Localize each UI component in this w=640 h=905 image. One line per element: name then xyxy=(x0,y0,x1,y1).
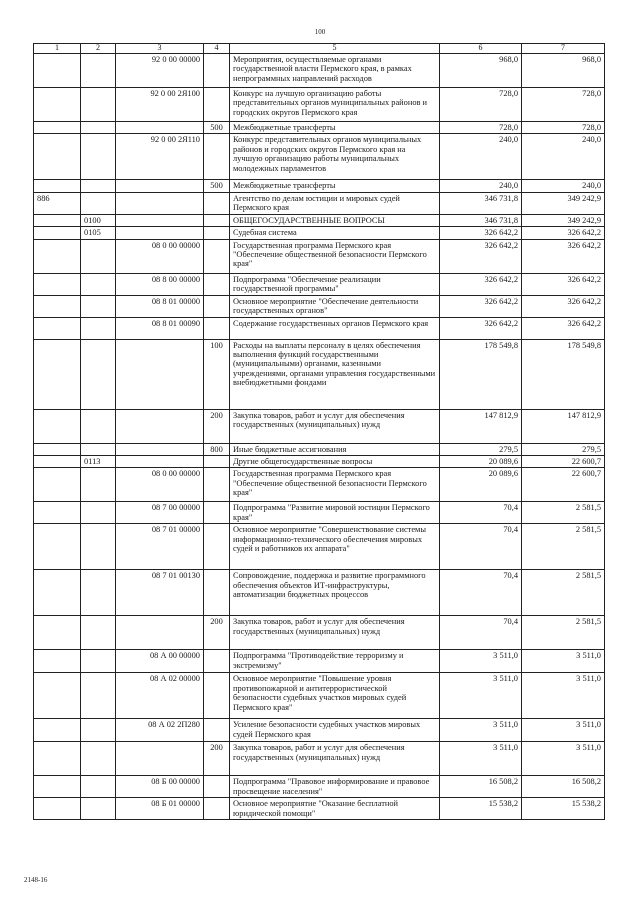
section-code-cell xyxy=(81,273,116,295)
admin-code-cell xyxy=(34,524,81,570)
admin-code-cell xyxy=(34,742,81,776)
admin-code-cell xyxy=(34,443,81,455)
admin-code-cell xyxy=(34,239,81,273)
expense-type-cell xyxy=(204,214,230,226)
expense-type-cell xyxy=(204,227,230,239)
section-code-cell xyxy=(81,239,116,273)
amount-2018-cell: 147 812,9 xyxy=(522,409,605,443)
column-number: 5 xyxy=(230,44,440,54)
expense-type-cell xyxy=(204,317,230,339)
expense-type-cell xyxy=(204,570,230,616)
amount-2018-cell: 3 511,0 xyxy=(522,650,605,673)
target-article-cell: 08 7 01 00000 xyxy=(116,524,204,570)
amount-2018-cell: 2 581,5 xyxy=(522,570,605,616)
expense-type-cell: 800 xyxy=(204,443,230,455)
column-number: 4 xyxy=(204,44,230,54)
target-article-cell xyxy=(116,455,204,467)
target-article-cell: 92 0 00 00000 xyxy=(116,53,204,87)
admin-code-cell xyxy=(34,134,81,180)
admin-code-cell xyxy=(34,776,81,798)
amount-2018-cell: 349 242,9 xyxy=(522,214,605,226)
description-cell: Конкурс представительных органов муниципальных районов и городских округов Пермского края на лучшую организацию работы муниципальных молодежных парламентов xyxy=(230,134,440,180)
expense-type-cell xyxy=(204,239,230,273)
section-code-cell xyxy=(81,468,116,502)
amount-2018-cell: 178 549,8 xyxy=(522,339,605,409)
description-cell: Закупка товаров, работ и услуг для обеспечения государственных (муниципальных) нужд xyxy=(230,616,440,650)
column-number: 3 xyxy=(116,44,204,54)
amount-2018-cell: 15 538,2 xyxy=(522,798,605,820)
section-code-cell xyxy=(81,616,116,650)
admin-code-cell xyxy=(34,455,81,467)
amount-2017-cell: 147 812,9 xyxy=(440,409,522,443)
section-code-cell: 0113 xyxy=(81,455,116,467)
target-article-cell: 08 0 00 00000 xyxy=(116,239,204,273)
target-article-cell xyxy=(116,192,204,214)
table-row xyxy=(34,776,605,798)
description-cell: Мероприятия, осуществляемые органами государственной власти Пермского края, в рамках непрограммных направлений расходов xyxy=(230,53,440,87)
amount-2018-cell: 326 642,2 xyxy=(522,317,605,339)
amount-2017-cell: 279,5 xyxy=(440,443,522,455)
description-cell: Межбюджетные трансферты xyxy=(230,180,440,192)
section-code-cell xyxy=(81,53,116,87)
table-row xyxy=(34,295,605,317)
description-cell: Основное мероприятие "Совершенствование системы информационно-технического обеспечения мировых судей и работников их аппарата" xyxy=(230,524,440,570)
admin-code-cell xyxy=(34,339,81,409)
expense-type-cell xyxy=(204,455,230,467)
table-row xyxy=(34,239,605,273)
target-article-cell xyxy=(116,227,204,239)
amount-2017-cell: 326 642,2 xyxy=(440,227,522,239)
description-cell: Усиление безопасности судебных участков мировых судей Пермского края xyxy=(230,719,440,742)
amount-2018-cell: 279,5 xyxy=(522,443,605,455)
target-article-cell xyxy=(116,742,204,776)
description-cell: Закупка товаров, работ и услуг для обеспечения государственных (муниципальных) нужд xyxy=(230,409,440,443)
table-row xyxy=(34,227,605,239)
section-code-cell: 0100 xyxy=(81,214,116,226)
amount-2018-cell: 968,0 xyxy=(522,53,605,87)
expense-type-cell xyxy=(204,524,230,570)
description-cell: Государственная программа Пермского края "Обеспечение общественной безопасности Пермского края" xyxy=(230,468,440,502)
amount-2018-cell: 22 600,7 xyxy=(522,468,605,502)
section-code-cell xyxy=(81,443,116,455)
amount-2018-cell: 16 508,2 xyxy=(522,776,605,798)
amount-2017-cell: 3 511,0 xyxy=(440,650,522,673)
table-row xyxy=(34,719,605,742)
column-number-row xyxy=(34,44,605,54)
expense-type-cell: 100 xyxy=(204,339,230,409)
description-cell: Судебная система xyxy=(230,227,440,239)
target-article-cell xyxy=(116,409,204,443)
target-article-cell xyxy=(116,616,204,650)
amount-2017-cell: 20 089,6 xyxy=(440,455,522,467)
admin-code-cell xyxy=(34,295,81,317)
admin-code-cell xyxy=(34,273,81,295)
table-row xyxy=(34,53,605,87)
expense-type-cell xyxy=(204,502,230,524)
expense-type-cell xyxy=(204,468,230,502)
section-code-cell xyxy=(81,524,116,570)
description-cell: Подпрограмма "Правовое информирование и правовое просвещение населения" xyxy=(230,776,440,798)
table-row xyxy=(34,317,605,339)
table-row xyxy=(34,409,605,443)
section-code-cell xyxy=(81,776,116,798)
column-number: 1 xyxy=(34,44,81,54)
amount-2017-cell: 728,0 xyxy=(440,87,522,121)
table-row xyxy=(34,570,605,616)
table-row xyxy=(34,650,605,673)
amount-2017-cell: 326 642,2 xyxy=(440,273,522,295)
description-cell: Расходы на выплаты персоналу в целях обеспечения выполнения функций государственными (муниципальными) органами, казенными учреждениями, органами управления государственными внебюджетными фондами xyxy=(230,339,440,409)
description-cell: Государственная программа Пермского края "Обеспечение общественной безопасности Пермского края" xyxy=(230,239,440,273)
amount-2018-cell: 240,0 xyxy=(522,134,605,180)
amount-2017-cell: 20 089,6 xyxy=(440,468,522,502)
description-cell: ОБЩЕГОСУДАРСТВЕННЫЕ ВОПРОСЫ xyxy=(230,214,440,226)
target-article-cell: 08 А 00 00000 xyxy=(116,650,204,673)
admin-code-cell xyxy=(34,673,81,719)
table-row xyxy=(34,455,605,467)
target-article-cell xyxy=(116,121,204,133)
amount-2018-cell: 3 511,0 xyxy=(522,742,605,776)
expense-type-cell xyxy=(204,192,230,214)
description-cell: Сопровождение, поддержка и развитие программного обеспечения объектов ИТ-инфраструктуры, автоматизации бюджетных процессов xyxy=(230,570,440,616)
section-code-cell xyxy=(81,339,116,409)
amount-2018-cell: 728,0 xyxy=(522,87,605,121)
expense-type-cell: 200 xyxy=(204,616,230,650)
table-row xyxy=(34,339,605,409)
target-article-cell: 08 А 02 2П280 xyxy=(116,719,204,742)
admin-code-cell: 886 xyxy=(34,192,81,214)
amount-2018-cell: 728,0 xyxy=(522,121,605,133)
table-row xyxy=(34,134,605,180)
description-cell: Конкурс на лучшую организацию работы представительных органов муниципальных районов и городских округов Пермского края xyxy=(230,87,440,121)
description-cell: Содержание государственных органов Пермского края xyxy=(230,317,440,339)
amount-2017-cell: 70,4 xyxy=(440,502,522,524)
description-cell: Основное мероприятие "Оказание бесплатной юридической помощи" xyxy=(230,798,440,820)
target-article-cell: 08 7 00 00000 xyxy=(116,502,204,524)
column-number: 7 xyxy=(522,44,605,54)
admin-code-cell xyxy=(34,570,81,616)
section-code-cell xyxy=(81,180,116,192)
section-code-cell xyxy=(81,502,116,524)
expense-type-cell xyxy=(204,87,230,121)
expense-type-cell: 500 xyxy=(204,180,230,192)
amount-2018-cell: 326 642,2 xyxy=(522,239,605,273)
section-code-cell xyxy=(81,719,116,742)
amount-2017-cell: 326 642,2 xyxy=(440,295,522,317)
amount-2018-cell: 240,0 xyxy=(522,180,605,192)
table-row xyxy=(34,742,605,776)
table-row xyxy=(34,87,605,121)
table-row xyxy=(34,468,605,502)
admin-code-cell xyxy=(34,409,81,443)
description-cell: Основное мероприятие "Повышение уровня противопожарной и антитеррористической безопасности судебных участков мировых судей Пермского края" xyxy=(230,673,440,719)
admin-code-cell xyxy=(34,53,81,87)
amount-2017-cell: 178 549,8 xyxy=(440,339,522,409)
amount-2017-cell: 16 508,2 xyxy=(440,776,522,798)
page-number: 100 xyxy=(314,28,326,36)
table-row xyxy=(34,273,605,295)
target-article-cell: 08 8 01 00090 xyxy=(116,317,204,339)
table-row xyxy=(34,214,605,226)
section-code-cell xyxy=(81,87,116,121)
target-article-cell: 08 0 00 00000 xyxy=(116,468,204,502)
admin-code-cell xyxy=(34,616,81,650)
target-article-cell: 08 7 01 00130 xyxy=(116,570,204,616)
amount-2017-cell: 968,0 xyxy=(440,53,522,87)
section-code-cell xyxy=(81,134,116,180)
amount-2017-cell: 346 731,8 xyxy=(440,192,522,214)
admin-code-cell xyxy=(34,214,81,226)
description-cell: Иные бюджетные ассигнования xyxy=(230,443,440,455)
expense-type-cell xyxy=(204,673,230,719)
target-article-cell: 08 8 01 00000 xyxy=(116,295,204,317)
amount-2018-cell: 2 581,5 xyxy=(522,524,605,570)
amount-2018-cell: 22 600,7 xyxy=(522,455,605,467)
section-code-cell xyxy=(81,673,116,719)
admin-code-cell xyxy=(34,317,81,339)
section-code-cell xyxy=(81,295,116,317)
table-row xyxy=(34,121,605,133)
section-code-cell xyxy=(81,650,116,673)
admin-code-cell xyxy=(34,798,81,820)
target-article-cell xyxy=(116,180,204,192)
admin-code-cell xyxy=(34,227,81,239)
amount-2018-cell: 326 642,2 xyxy=(522,273,605,295)
target-article-cell xyxy=(116,339,204,409)
amount-2017-cell: 70,4 xyxy=(440,570,522,616)
target-article-cell: 08 8 00 00000 xyxy=(116,273,204,295)
amount-2018-cell: 326 642,2 xyxy=(522,295,605,317)
amount-2017-cell: 240,0 xyxy=(440,134,522,180)
amount-2017-cell: 15 538,2 xyxy=(440,798,522,820)
amount-2017-cell: 240,0 xyxy=(440,180,522,192)
section-code-cell xyxy=(81,570,116,616)
target-article-cell: 08 А 02 00000 xyxy=(116,673,204,719)
admin-code-cell xyxy=(34,719,81,742)
amount-2018-cell: 326 642,2 xyxy=(522,227,605,239)
section-code-cell xyxy=(81,409,116,443)
amount-2017-cell: 70,4 xyxy=(440,616,522,650)
table-row xyxy=(34,616,605,650)
target-article-cell xyxy=(116,443,204,455)
description-cell: Закупка товаров, работ и услуг для обеспечения государственных (муниципальных) нужд xyxy=(230,742,440,776)
table-row xyxy=(34,502,605,524)
description-cell: Подпрограмма "Противодействие терроризму и экстремизму" xyxy=(230,650,440,673)
admin-code-cell xyxy=(34,180,81,192)
section-code-cell xyxy=(81,742,116,776)
target-article-cell: 92 0 00 2Я110 xyxy=(116,134,204,180)
amount-2017-cell: 728,0 xyxy=(440,121,522,133)
expense-type-cell xyxy=(204,719,230,742)
table-row xyxy=(34,180,605,192)
description-cell: Межбюджетные трансферты xyxy=(230,121,440,133)
description-cell: Подпрограмма "Обеспечение реализации государственной программы" xyxy=(230,273,440,295)
amount-2017-cell: 70,4 xyxy=(440,524,522,570)
amount-2018-cell: 3 511,0 xyxy=(522,673,605,719)
expense-type-cell xyxy=(204,273,230,295)
expense-type-cell xyxy=(204,776,230,798)
expense-type-cell: 500 xyxy=(204,121,230,133)
section-code-cell: 0105 xyxy=(81,227,116,239)
description-cell: Агентство по делам юстиции и мировых судей Пермского края xyxy=(230,192,440,214)
section-code-cell xyxy=(81,317,116,339)
admin-code-cell xyxy=(34,87,81,121)
admin-code-cell xyxy=(34,468,81,502)
amount-2017-cell: 346 731,8 xyxy=(440,214,522,226)
admin-code-cell xyxy=(34,121,81,133)
amount-2017-cell: 3 511,0 xyxy=(440,719,522,742)
description-cell: Подпрограмма "Развитие мировой юстиции Пермского края" xyxy=(230,502,440,524)
amount-2018-cell: 3 511,0 xyxy=(522,719,605,742)
column-number: 6 xyxy=(440,44,522,54)
amount-2018-cell: 349 242,9 xyxy=(522,192,605,214)
table-row xyxy=(34,443,605,455)
section-code-cell xyxy=(81,798,116,820)
expense-type-cell xyxy=(204,650,230,673)
target-article-cell xyxy=(116,214,204,226)
description-cell: Основное мероприятие "Обеспечение деятельности государственных органов" xyxy=(230,295,440,317)
table-row xyxy=(34,192,605,214)
column-number: 2 xyxy=(81,44,116,54)
target-article-cell: 08 Б 00 00000 xyxy=(116,776,204,798)
table-row xyxy=(34,798,605,820)
admin-code-cell xyxy=(34,502,81,524)
budget-table xyxy=(33,43,605,820)
expense-type-cell xyxy=(204,295,230,317)
expense-type-cell xyxy=(204,134,230,180)
description-cell: Другие общегосударственные вопросы xyxy=(230,455,440,467)
section-code-cell xyxy=(81,192,116,214)
target-article-cell: 08 Б 01 00000 xyxy=(116,798,204,820)
amount-2017-cell: 326 642,2 xyxy=(440,317,522,339)
expense-type-cell: 200 xyxy=(204,409,230,443)
target-article-cell: 92 0 00 2Я100 xyxy=(116,87,204,121)
amount-2017-cell: 3 511,0 xyxy=(440,673,522,719)
table-row xyxy=(34,524,605,570)
expense-type-cell: 200 xyxy=(204,742,230,776)
amount-2018-cell: 2 581,5 xyxy=(522,502,605,524)
admin-code-cell xyxy=(34,650,81,673)
section-code-cell xyxy=(81,121,116,133)
amount-2017-cell: 3 511,0 xyxy=(440,742,522,776)
expense-type-cell xyxy=(204,798,230,820)
table-row xyxy=(34,673,605,719)
footer-code: 2148-16 xyxy=(24,876,48,884)
expense-type-cell xyxy=(204,53,230,87)
amount-2017-cell: 326 642,2 xyxy=(440,239,522,273)
amount-2018-cell: 2 581,5 xyxy=(522,616,605,650)
